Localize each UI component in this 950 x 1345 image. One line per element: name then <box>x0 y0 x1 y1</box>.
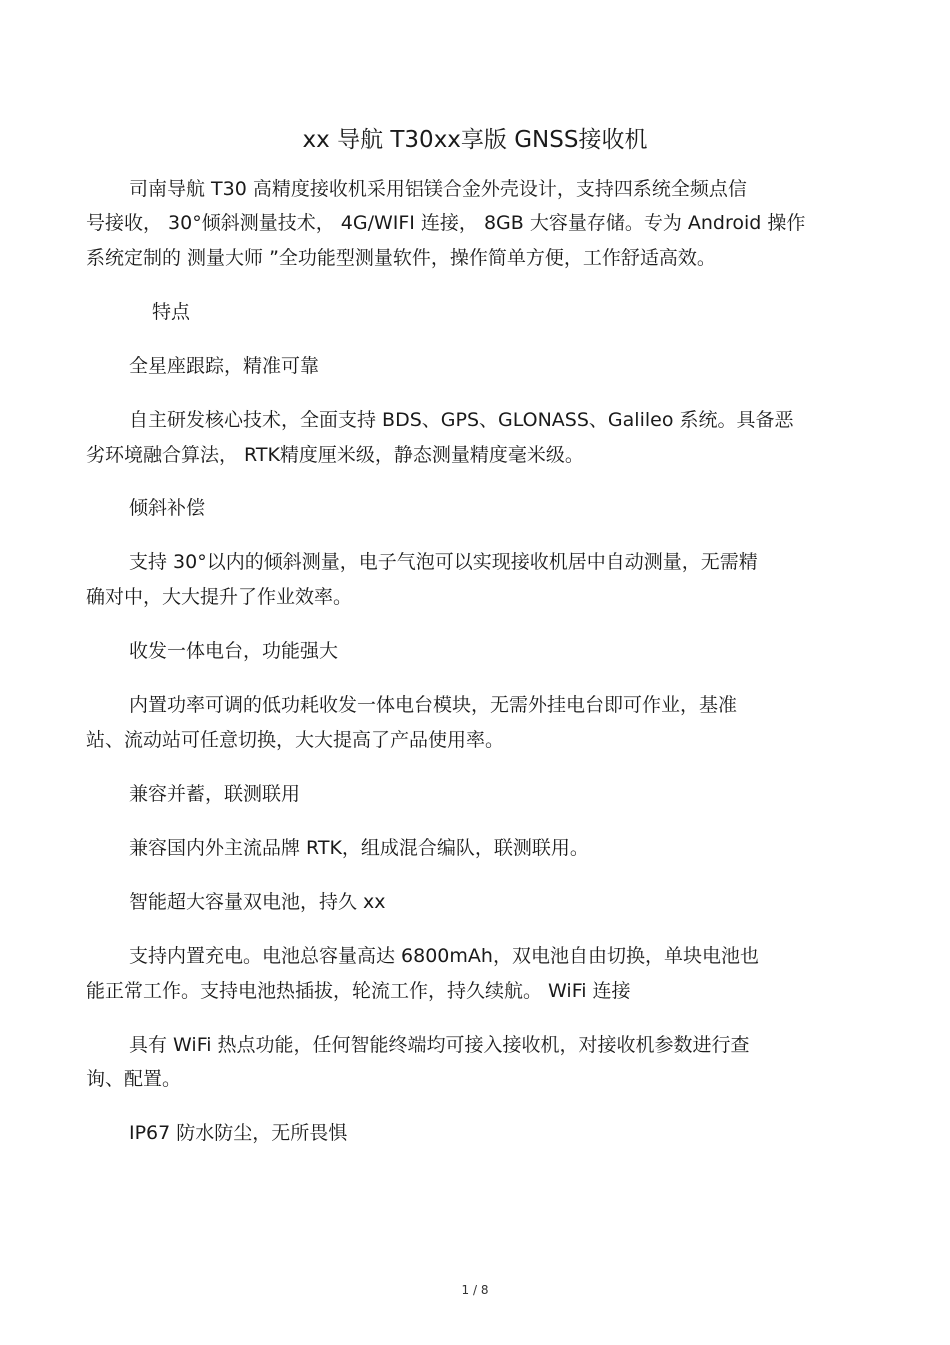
section-body-tilt-1: 支持 30°以内的倾斜测量，电子气泡可以实现接收机居中自动测量，无需精 <box>129 551 758 573</box>
intro-line-2: 号接收， 30°倾斜测量技术， 4G/WIFI 连接， 8GB 大容量存储。专为 Android 操作 <box>86 212 806 234</box>
section-body-radio-1: 内置功率可调的低功耗收发一体电台模块，无需外挂电台即可作业，基准 <box>129 694 738 716</box>
section-heading-tilt: 倾斜补偿 <box>129 497 206 519</box>
section-body-wifi-1: 具有 WiFi 热点功能，任何智能终端均可接入接收机，对接收机参数进行查 <box>129 1034 750 1056</box>
section-heading-battery: 智能超大容量双电池，持久 xx <box>129 891 386 913</box>
section-heading-compat: 兼容并蓄，联测联用 <box>129 783 301 805</box>
section-body-tilt-2: 确对中，大大提升了作业效率。 <box>86 586 353 608</box>
section-body-constellation-1: 自主研发核心技术，全面支持 BDS、GPS、GLONASS、Galileo 系统。具备恶 <box>129 409 794 431</box>
section-heading-ip67: IP67 防水防尘，无所畏惧 <box>129 1122 348 1144</box>
document-title: xx 导航 T30xx享版 GNSS接收机 <box>302 127 648 153</box>
section-body-battery-1: 支持内置充电。电池总容量高达 6800mAh，双电池自由切换，单块电池也 <box>129 945 759 967</box>
features-heading: 特点 <box>152 301 191 323</box>
section-body-wifi-2: 询、配置。 <box>86 1068 182 1090</box>
section-heading-radio: 收发一体电台，功能强大 <box>129 640 339 662</box>
section-body-radio-2: 站、流动站可任意切换，大大提高了产品使用率。 <box>86 729 505 751</box>
section-body-battery-2: 能正常工作。支持电池热插拔，轮流工作，持久续航。 WiFi 连接 <box>86 980 631 1002</box>
intro-line-1: 司南导航 T30 高精度接收机采用铝镁合金外壳设计，支持四系统全频点信 <box>129 178 747 200</box>
page-number: 1 / 8 <box>461 1283 489 1297</box>
section-body-constellation-2: 劣环境融合算法， RTK精度厘米级，静态测量精度毫米级。 <box>86 444 584 466</box>
section-heading-constellation: 全星座跟踪，精准可靠 <box>129 355 320 377</box>
intro-line-3: 系统定制的 测量大师 ”全功能型测量软件，操作简单方便，工作舒适高效。 <box>86 247 716 269</box>
section-body-compat-1: 兼容国内外主流品牌 RTK，组成混合编队，联测联用。 <box>129 837 589 859</box>
